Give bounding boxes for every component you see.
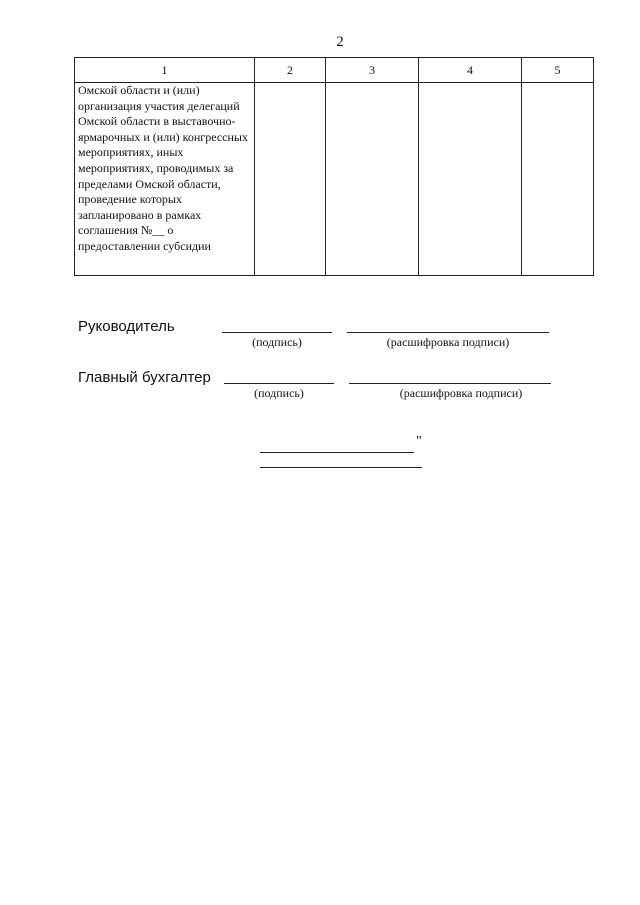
column-header-5: 5 (522, 58, 594, 83)
head-label: Руководитель (78, 318, 175, 335)
accountant-signature-caption: (подпись) (254, 386, 304, 400)
column-header-2: 2 (255, 58, 326, 83)
page-number: 2 (336, 34, 344, 50)
table-cell-empty (326, 83, 419, 276)
row-description-cell: Омской области и (или) организация участия делегаций Омской области в выставочно-ярмарочных и (или) конгрессных мероприятиях, иных мероприятиях, проводимых за пределами Омской области, проведение которых запланировано в рамках соглашения №__ о предоставлении субсидии (75, 83, 255, 276)
accountant-label: Главный бухгалтер (78, 369, 211, 386)
head-decoding-caption: (расшифровка подписи) (386, 335, 510, 349)
table-row (75, 83, 594, 276)
accountant-signature-line (224, 383, 334, 384)
date-quote-mark: " (416, 434, 422, 449)
date-second-line (260, 467, 422, 468)
table-cell-empty (419, 83, 522, 276)
head-decoding-line (347, 332, 549, 333)
column-header-4: 4 (419, 58, 522, 83)
column-header-1: 1 (75, 58, 255, 83)
accountant-decoding-line (349, 383, 551, 384)
table-header-row (75, 58, 594, 83)
accountant-decoding-caption: (расшифровка подписи) (399, 386, 523, 400)
data-table (74, 57, 594, 276)
table-cell-empty (522, 83, 594, 276)
head-signature-caption: (подпись) (252, 335, 302, 349)
column-header-3: 3 (326, 58, 419, 83)
date-line (260, 452, 414, 453)
head-signature-line (222, 332, 332, 333)
table-cell-empty (255, 83, 326, 276)
